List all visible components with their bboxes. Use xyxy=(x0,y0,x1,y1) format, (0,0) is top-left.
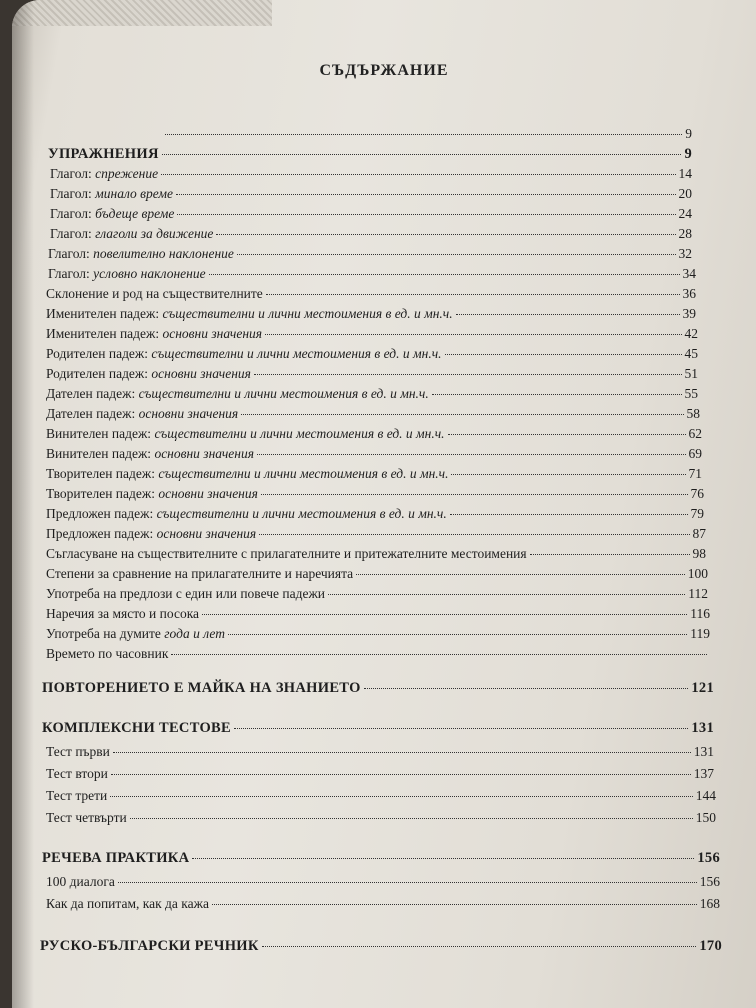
toc-entry xyxy=(46,626,710,642)
toc-entry xyxy=(46,366,698,382)
toc-entry xyxy=(46,406,700,422)
toc-entry-text: Глагол: xyxy=(48,266,94,281)
toc-entry-label: ПОВТОРЕНИЕТО Е МАЙКА НА ЗНАНИЕТО xyxy=(42,680,361,696)
toc-entry-text: Родителен падеж: xyxy=(46,366,152,381)
toc-entry xyxy=(46,566,708,582)
toc-entry-text: Творителен падеж: xyxy=(46,486,159,501)
toc-page-number: 76 xyxy=(690,486,704,501)
toc-entry xyxy=(46,306,696,322)
toc-entry xyxy=(46,286,696,302)
toc-page-number: 9 xyxy=(684,146,692,162)
toc-page-number: 137 xyxy=(693,766,714,781)
toc-entry-italic-text: года и лет xyxy=(164,626,225,641)
toc-entry xyxy=(46,346,698,362)
toc-page-number: 34 xyxy=(682,266,696,281)
toc-entry-label xyxy=(46,896,209,912)
toc-entry-label xyxy=(46,744,110,760)
toc-entry-label xyxy=(46,406,238,422)
toc-entry xyxy=(46,646,710,662)
page-title: СЪДЪРЖАНИЕ xyxy=(319,62,449,79)
toc-entry-italic-text: бъдеще време xyxy=(95,206,175,221)
toc-entry xyxy=(46,766,714,782)
toc-entry-italic-text: основни значения xyxy=(162,326,263,341)
toc-entry-label xyxy=(46,286,263,302)
book-page xyxy=(12,0,756,1008)
toc-entry-text: Склонение и род на съществителните xyxy=(46,286,263,301)
toc-page-number: 28 xyxy=(678,226,692,241)
toc-entry-text: Именителен падеж: xyxy=(46,306,163,321)
toc-entry-text: Предложен падеж: xyxy=(46,526,157,541)
dot-leader xyxy=(432,394,682,395)
toc-entry xyxy=(46,326,698,342)
toc-entry-text: Творителен падеж: xyxy=(46,466,159,481)
toc-section-entry xyxy=(42,850,720,867)
toc-entry-text: Времето по часовник xyxy=(46,646,169,661)
toc-entry xyxy=(50,226,692,242)
dot-leader xyxy=(259,534,689,535)
toc-entry-label xyxy=(46,626,225,642)
toc-page-number: 45 xyxy=(684,346,698,361)
toc-entry xyxy=(46,506,704,522)
toc-entry-italic-text: условно наклонение xyxy=(93,266,206,281)
toc-entry-text: Глагол: xyxy=(50,166,96,181)
toc-page-number: 55 xyxy=(684,386,698,401)
toc-page-number: 87 xyxy=(692,526,706,541)
dot-leader xyxy=(176,194,675,195)
toc-entry xyxy=(46,446,702,462)
toc-entry-italic-text: съществителни и лични местоимения в ед. и мн.ч. xyxy=(156,506,447,521)
dot-leader xyxy=(113,752,691,753)
toc-entry-text: Степени за сравнение на прилагателните и наречията xyxy=(46,566,354,581)
toc-section-entry xyxy=(48,146,692,163)
toc-entry xyxy=(46,788,716,804)
toc-entry-label xyxy=(48,246,234,262)
toc-entry-text: Глагол: xyxy=(48,246,94,261)
dot-leader xyxy=(177,214,675,215)
dot-leader xyxy=(448,434,686,435)
toc-entry-italic-text: основни значения xyxy=(156,526,257,541)
toc-entry xyxy=(50,166,692,182)
toc-entry xyxy=(48,266,696,282)
toc-entry-label xyxy=(46,874,115,890)
toc-entry xyxy=(50,206,692,222)
toc-entry-label: РУСКО-БЪЛГАРСКИ РЕЧНИК xyxy=(40,938,259,954)
toc-entry xyxy=(46,744,714,760)
toc-entry-italic-text: съществителни и лични местоимения в ед. и мн.ч. xyxy=(154,426,445,441)
dot-leader xyxy=(165,134,682,135)
dot-leader xyxy=(364,688,689,689)
toc-entry-label xyxy=(46,566,353,582)
toc-page-number: 79 xyxy=(690,506,704,521)
dot-leader xyxy=(456,314,680,315)
dot-leader xyxy=(241,414,683,415)
toc-page-number: 170 xyxy=(699,938,722,954)
toc-entry xyxy=(46,810,716,826)
toc-page-number: 14 xyxy=(678,166,692,181)
toc-page-number: 156 xyxy=(697,850,720,866)
toc-entry-italic-text: повелително наклонение xyxy=(93,246,234,261)
toc-entry xyxy=(48,246,692,262)
toc-page-number: 131 xyxy=(693,744,714,759)
dot-leader xyxy=(237,254,676,255)
toc-entry-label xyxy=(46,346,442,362)
toc-entry-text: 100 диалога xyxy=(46,874,115,889)
toc-entry-italic-text: съществителни и лични местоимения в ед. и мн.ч. xyxy=(138,386,429,401)
toc-entry-italic-text: глаголи за движение xyxy=(95,226,214,241)
toc-entry-label xyxy=(50,226,213,242)
dot-leader xyxy=(216,234,675,235)
dot-leader xyxy=(261,494,688,495)
toc-entry-text: Дателен падеж: xyxy=(46,406,139,421)
page-gutter-shadow xyxy=(12,0,34,1008)
toc-page-number: 9 xyxy=(685,126,692,141)
toc-entry-italic-text: основни значения xyxy=(154,446,254,461)
toc-page-number: 112 xyxy=(688,586,708,601)
toc-page-number: 58 xyxy=(686,406,700,421)
toc-entry xyxy=(46,466,702,482)
toc-page-number: 121 xyxy=(691,680,714,696)
toc-page-number: 39 xyxy=(682,306,696,321)
toc-page-number: 144 xyxy=(695,788,716,803)
toc-entry xyxy=(46,486,704,502)
toc-entry-label: КОМПЛЕКСНИ ТЕСТОВЕ xyxy=(42,720,231,736)
toc-page-number: 150 xyxy=(695,810,716,825)
toc-entry-label xyxy=(46,506,447,522)
toc-entry-label xyxy=(46,646,168,662)
toc-entry-text: Дателен падеж: xyxy=(46,386,139,401)
toc-entry xyxy=(46,526,706,542)
toc-page-number: 32 xyxy=(678,246,692,261)
toc-entry-text: Как да попитам, как да кажа xyxy=(46,896,209,911)
toc-page-number: 71 xyxy=(688,466,702,481)
toc-entry-label xyxy=(46,306,453,322)
toc-section-entry xyxy=(40,938,722,955)
lace-cloth xyxy=(12,0,272,26)
toc-entry-text: Родителен падеж: xyxy=(46,346,152,361)
toc-entry-text: Винителен падеж: xyxy=(46,446,155,461)
toc-page-number: 69 xyxy=(688,446,702,461)
toc-entry xyxy=(46,386,698,402)
toc-entry-italic-text: спрежение xyxy=(95,166,159,181)
toc-entry-text: Съгласуване на съществителните с прилагателните и притежателните местоимения xyxy=(46,546,527,561)
dot-leader xyxy=(162,154,682,155)
toc-page-number: 24 xyxy=(678,206,692,221)
toc-entry-text: Винителен падеж: xyxy=(46,426,155,441)
toc-entry xyxy=(46,546,706,562)
toc-entry-label xyxy=(46,606,199,622)
toc-section-entry xyxy=(42,720,714,737)
toc-entry-italic-text: съществителни и лични местоимения в ед. и мн.ч. xyxy=(162,306,453,321)
toc-entry-label xyxy=(46,586,325,602)
toc-entry-text: Употреба на думите xyxy=(46,626,165,641)
toc-entry-text: Предложен падеж: xyxy=(46,506,157,521)
toc-entry-label xyxy=(46,766,108,782)
toc-leader-top xyxy=(162,126,692,142)
dot-leader xyxy=(266,294,680,295)
toc-entry-label xyxy=(46,466,448,482)
toc-entry-label xyxy=(46,546,527,562)
toc-page-number: 42 xyxy=(684,326,698,341)
toc-entry-label xyxy=(46,446,254,462)
dot-leader xyxy=(111,774,691,775)
dot-leader xyxy=(265,334,681,335)
toc-entry xyxy=(46,586,708,602)
toc-entry-text: Глагол: xyxy=(50,186,96,201)
dot-leader xyxy=(234,728,688,729)
toc-entry-text: Тест втори xyxy=(46,766,108,781)
toc-entry-italic-text: минало време xyxy=(95,186,174,201)
dot-leader xyxy=(110,796,692,797)
toc-entry-label xyxy=(50,166,158,182)
dot-leader xyxy=(202,614,687,615)
toc-page-number: 36 xyxy=(682,286,696,301)
dot-leader xyxy=(171,654,707,655)
toc-page-number: 156 xyxy=(699,874,720,889)
dot-leader xyxy=(530,554,690,555)
dot-leader xyxy=(254,374,682,375)
dot-leader xyxy=(451,474,685,475)
toc-entry-italic-text: основни значения xyxy=(151,366,251,381)
toc-entry-text: Тест четвърти xyxy=(46,810,127,825)
toc-page-number: 100 xyxy=(687,566,708,581)
toc-entry-label xyxy=(46,386,429,402)
dot-leader xyxy=(262,946,697,947)
toc-entry xyxy=(50,186,692,202)
dot-leader xyxy=(212,904,697,905)
toc-page-number: 119 xyxy=(690,626,710,641)
toc-page-number: 98 xyxy=(692,546,706,561)
toc-entry xyxy=(46,606,710,622)
dot-leader xyxy=(228,634,687,635)
dot-leader xyxy=(192,858,694,859)
toc-entry-label xyxy=(50,186,173,202)
toc-entry-text: Тест първи xyxy=(46,744,110,759)
toc-entry-label xyxy=(46,366,251,382)
toc-entry-text: Именителен падеж: xyxy=(46,326,163,341)
toc-entry-text: Глагол: xyxy=(50,226,96,241)
dot-leader xyxy=(445,354,682,355)
toc-page-number: 116 xyxy=(690,606,710,621)
toc-entry xyxy=(46,426,702,442)
toc-section-entry xyxy=(42,680,714,697)
toc-page-number: 51 xyxy=(684,366,698,381)
toc-entry-italic-text: основни значения xyxy=(158,486,258,501)
toc-entry-text: Наречия за място и посока xyxy=(46,606,200,621)
toc-entry xyxy=(46,896,720,912)
toc-page-number: 131 xyxy=(691,720,714,736)
toc-entry-label: УПРАЖНЕНИЯ xyxy=(48,146,159,162)
toc-entry-label xyxy=(48,266,206,282)
toc-entry-italic-text: съществителни и лични местоимения в ед. и мн.ч. xyxy=(151,346,442,361)
dot-leader xyxy=(118,882,697,883)
toc-entry-italic-text: основни значения xyxy=(138,406,239,421)
toc-entry-label: РЕЧЕВА ПРАКТИКА xyxy=(42,850,190,866)
dot-leader xyxy=(161,174,675,175)
dot-leader xyxy=(450,514,688,515)
toc-entry-italic-text: съществителни и лични местоимения в ед. и мн.ч. xyxy=(158,466,449,481)
toc-entry-label xyxy=(46,788,107,804)
dot-leader xyxy=(130,818,693,819)
toc-entry xyxy=(46,874,720,890)
dot-leader xyxy=(209,274,680,275)
dot-leader xyxy=(257,454,686,455)
toc-entry-label xyxy=(50,206,174,222)
toc-page-number: 62 xyxy=(688,426,702,441)
dot-leader xyxy=(356,574,685,575)
dot-leader xyxy=(328,594,685,595)
toc-entry-label xyxy=(46,526,256,542)
toc-entry-label xyxy=(46,426,445,442)
toc-entry-text: Употреба на предлози с един или повече падежи xyxy=(46,586,326,601)
toc-entry-text: Глагол: xyxy=(50,206,96,221)
toc-entry-label xyxy=(46,326,262,342)
toc-page-number: 20 xyxy=(678,186,692,201)
toc-entry-label xyxy=(46,486,258,502)
toc-page-number: 168 xyxy=(699,896,720,911)
toc-entry-text: Тест трети xyxy=(46,788,108,803)
toc-entry-label xyxy=(46,810,127,826)
